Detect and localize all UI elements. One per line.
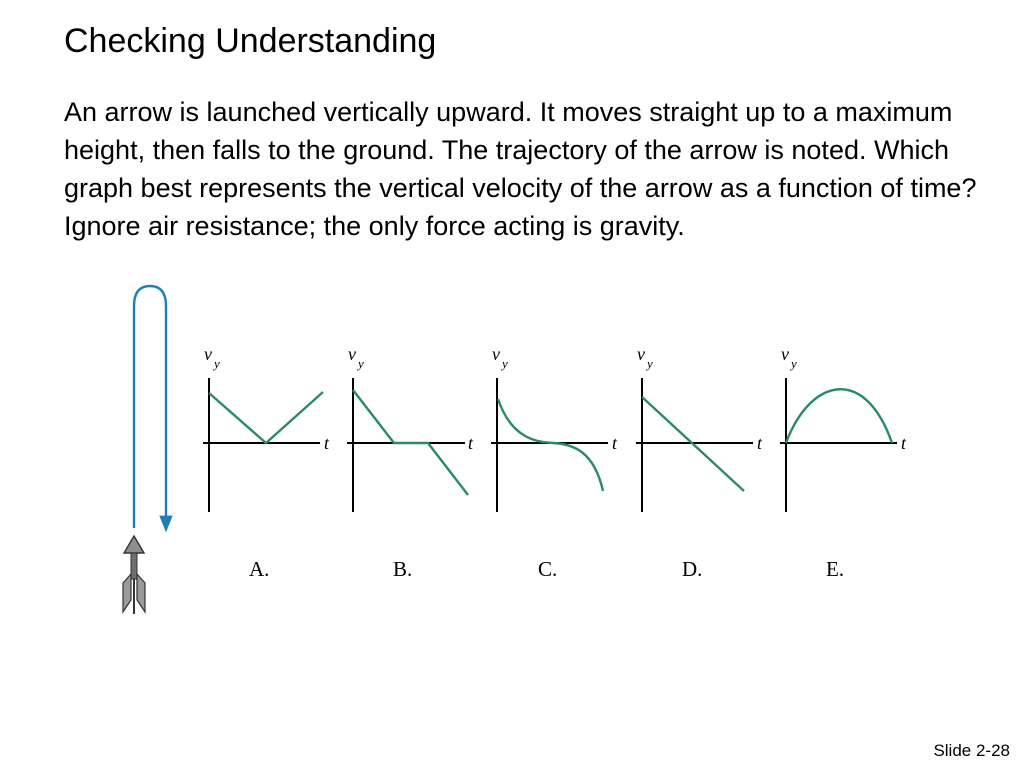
y-axis-label: v (492, 344, 500, 364)
x-axis-label: t (324, 433, 330, 453)
x-axis-label: t (612, 433, 618, 453)
choice-label-a: A. (249, 557, 270, 581)
graph-e (780, 344, 907, 581)
y-axis-subscript: y (791, 356, 797, 371)
choice-label-e: E. (826, 557, 845, 581)
velocity-curve (642, 397, 744, 491)
graph-a (203, 344, 330, 581)
choice-label-d: D. (682, 557, 703, 581)
graph-b (347, 344, 474, 581)
arrow-projectile-icon (123, 536, 145, 614)
y-axis-subscript: y (358, 356, 364, 371)
question-text: An arrow is launched vertically upward. It moves straight up to a maximum height, then falls to the ground. The trajectory of the arrow is noted. Which graph best represents the vertical velocity of the arrow as a function of time? Ignore air resistance; the only force acting is gravity. (64, 97, 977, 241)
y-axis-subscript: y (214, 356, 220, 371)
trajectory-icon (134, 286, 166, 528)
velocity-curve (786, 389, 892, 443)
y-axis-subscript: y (502, 356, 508, 371)
velocity-curve (353, 390, 468, 495)
y-axis-label: v (637, 344, 645, 364)
choice-label-b: B. (393, 557, 413, 581)
choice-label-c: C. (538, 557, 558, 581)
x-axis-label: t (468, 433, 474, 453)
x-axis-label: t (757, 433, 763, 453)
y-axis-label: v (204, 344, 212, 364)
x-axis-label: t (901, 433, 907, 453)
graph-c (491, 344, 618, 581)
y-axis-label: v (348, 344, 356, 364)
y-axis-label: v (781, 344, 789, 364)
graph-d (636, 344, 763, 581)
slide-number: Slide 2-28 (933, 741, 1010, 760)
y-axis-subscript: y (647, 356, 653, 371)
velocity-curve (498, 399, 603, 491)
velocity-curve (209, 392, 323, 443)
slide-title: Checking Understanding (64, 22, 437, 60)
